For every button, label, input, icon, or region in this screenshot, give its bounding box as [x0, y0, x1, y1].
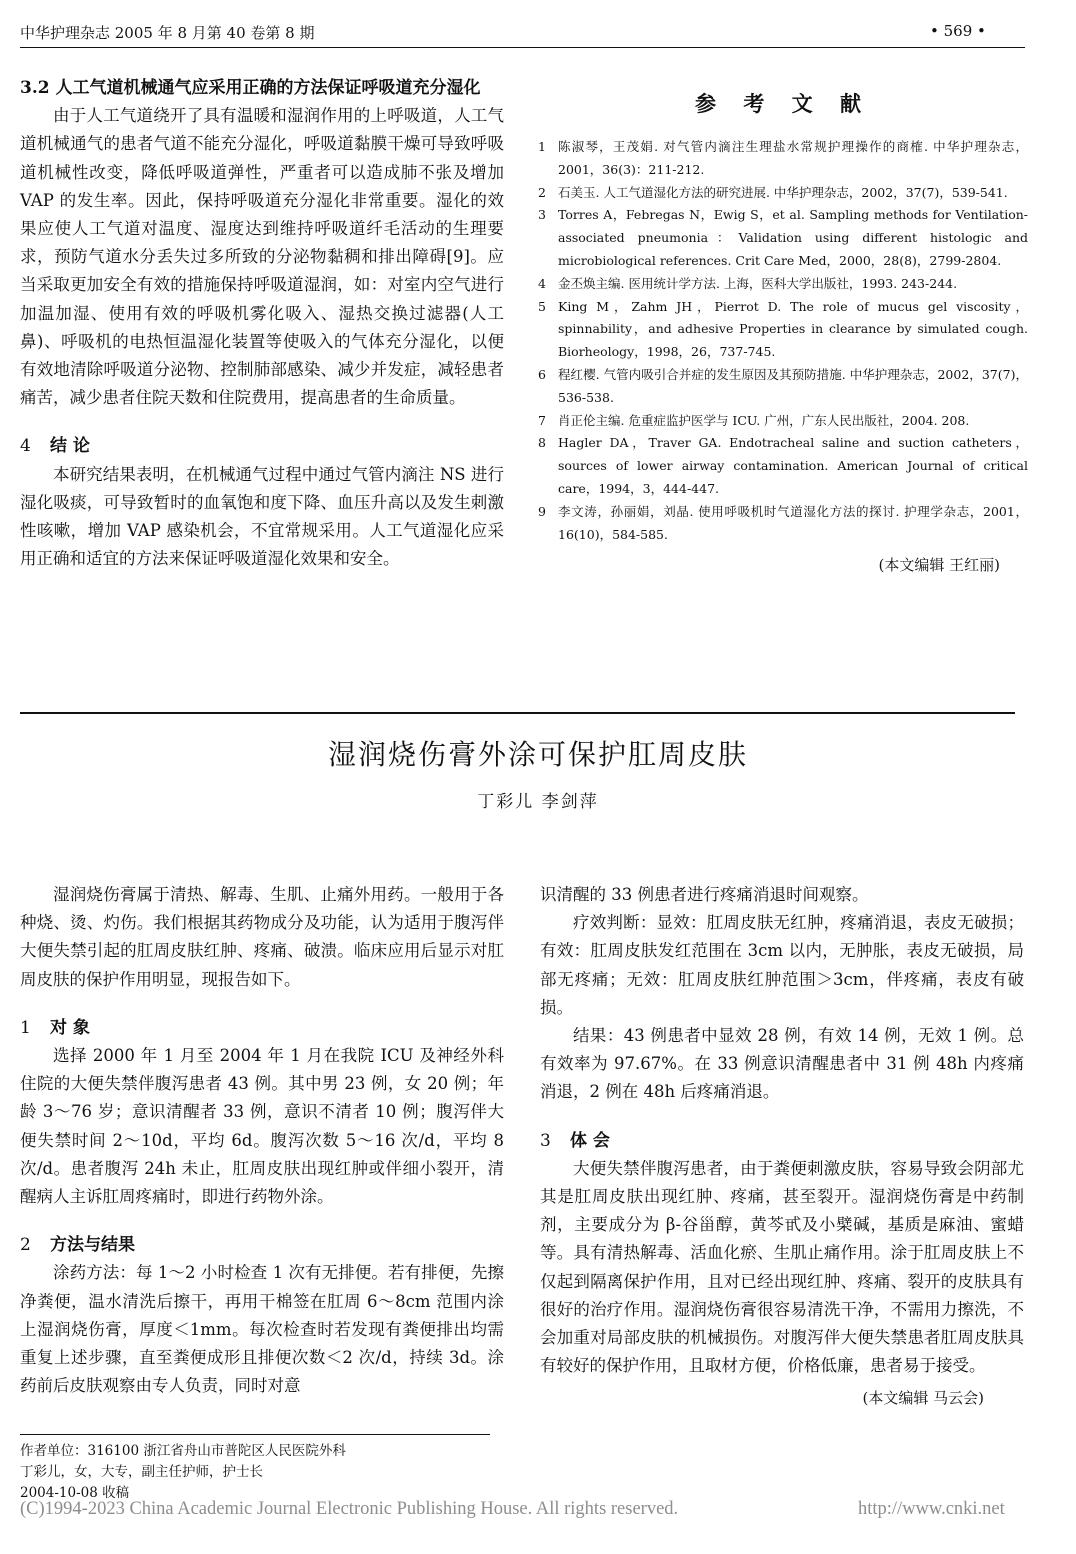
section-1-title: 对 象: [50, 1017, 90, 1038]
reference-number: 9: [538, 503, 546, 519]
reference-text: Torres A，Febregas N，Ewig S，et al. Sampling methods for Ventilation-associated pneumonia：Validation using different histologic and microbiological references. Crit Care Med，2000，28(8)，2799-2804.: [558, 207, 1028, 268]
footnote-author-info: 丁彩儿，女，大专，副主任护师，护士长: [20, 1464, 263, 1480]
section-3-2-paragraph: 由于人工气道绕开了具有温暖和湿润作用的上呼吸道，人工气道机械通气的患者气道不能充分湿化，呼吸道黏膜干燥可导致呼吸道机械性改变，降低呼吸道弹性，严重者可以造成肺不张及增加 VAP 的发生率。因此，保持呼吸道充分湿化非常重要。湿化的效果应使人工气道对温度、湿度达到维持呼吸道纤毛活动的生理要求，预防气道水分丢失过多所致的分泌物黏稠和排出障碍[9]。应当采取更加安全有效的措施保持呼吸道湿润，如：对室内空气进行加温加湿、使用有效的呼吸机雾化吸入、湿热交换过滤器(人工鼻)、呼吸机的电热恒温湿化装置等使吸入的气体充分湿化，以便有效地清除呼吸道分泌物、控制肺部感染、减少并发症，减轻患者痛苦，减少患者住院天数和住院费用，提高患者的生命质量。: [20, 106, 504, 408]
section-4-heading: [20, 432, 504, 460]
section-2-paragraph: 涂药方法：每 1～2 小时检查 1 次有无排便。若有排便，先擦净粪便，温水清洗后擦干，再用干棉签在肛周 6～8cm 范围内涂上湿润烧伤膏，厚度＜1mm。每次检查时若发现有粪便排出均需重复上述步骤，直至粪便成形且排便次数＜2 次/d，持续 3d。涂药前后皮肤观察由专人负责，同时对意: [20, 1263, 504, 1396]
journal-header: 中华护理杂志 2005 年 8 月第 40 卷第 8 期: [20, 24, 315, 42]
reference-text: 肖正伦主编. 危重症监护医学与 ICU. 广州，广东人民出版社，2004. 208.: [558, 412, 970, 428]
section-2-number: 2: [20, 1235, 31, 1256]
footnote-received-date: 2004-10-08 收稿: [20, 1485, 130, 1501]
header-rule: [20, 47, 1025, 48]
section-1-heading: [20, 1014, 504, 1042]
reference-item: [538, 296, 1028, 364]
reference-item: [538, 432, 1028, 500]
editor-note-refs: (本文编辑 王红丽): [878, 556, 1000, 575]
copyright-watermark: (C)1994-2023 China Academic Journal Electronic Publishing House. All rights reserved.: [20, 1499, 679, 1519]
article-divider: [20, 712, 1015, 714]
section-3-number: 3: [540, 1130, 551, 1151]
left-column-bottom: [20, 881, 504, 1400]
reference-item: [538, 501, 1028, 547]
reference-text: 陈淑琴，王茂娟. 对气管内滴注生理盐水常规护理操作的商榷. 中华护理杂志，2001，36(3)：211-212.: [558, 139, 1028, 177]
reference-text: 程红樱. 气管内吸引合并症的发生原因及其预防措施. 中华护理杂志，2002，37(7)，536-538.: [558, 366, 1028, 405]
page-number: • 569 •: [930, 22, 986, 40]
reference-text: 石美玉. 人工气道湿化方法的研究进展. 中华护理杂志，2002，37(7)，539-541.: [558, 184, 1008, 200]
reference-number: 8: [538, 435, 546, 451]
reference-list: [538, 136, 1028, 546]
section-2-heading: [20, 1231, 504, 1259]
reference-number: 7: [538, 412, 546, 428]
continued-paragraph: 识清醒的 33 例患者进行疼痛消退时间观察。: [540, 885, 869, 904]
editor-note-article: (本文编辑 马云会): [862, 1389, 984, 1408]
section-2-title: 方法与结果: [50, 1235, 135, 1256]
section-3-title: 体 会: [570, 1130, 610, 1151]
section-4-number: 4: [20, 436, 31, 457]
reference-text: 金丕焕主编. 医用统计学方法. 上海，医科大学出版社，1993. 243-244.: [558, 275, 958, 291]
reference-text: Hagler DA，Traver GA. Endotracheal saline and suction catheters，sources of lower airway contamination. American Journal of critical care，1994，3，444-447.: [558, 435, 1028, 496]
reference-number: 4: [538, 275, 546, 291]
reference-number: 2: [538, 184, 546, 200]
references-block: [538, 88, 1028, 575]
section-3-paragraph: 大便失禁伴腹泻患者，由于粪便刺激皮肤，容易导致会阴部尤其是肛周皮肤出现红肿、疼痛，甚至裂开。湿润烧伤膏是中药制剂，主要成分为 β-谷甾醇，黄芩甙及小檗碱，基质是麻油、蜜蜡等。具有清热解毒、活血化瘀、生肌止痛作用。涂于肛周皮肤上不仅起到隔离保护作用，且对已经出现红肿、疼痛、裂开的皮肤具有很好的治疗作用。湿润烧伤膏很容易清洗干净，不需用力擦洗，不会加重对局部皮肤的机械损伤。对腹泻伴大便失禁患者肛周皮肤具有较好的保护作用，且取材方便，价格低廉，患者易于接受。: [540, 1158, 1024, 1376]
reference-item: [538, 410, 1028, 433]
cnki-url-watermark: http://www.cnki.net: [858, 1499, 1005, 1519]
section-1-number: 1: [20, 1017, 31, 1038]
section-3-2-heading: 3.2 人工气道机械通气应采用正确的方法保证呼吸道充分湿化: [20, 78, 481, 98]
reference-item: [538, 273, 1028, 296]
reference-number: 1: [538, 139, 546, 154]
reference-text: 李文涛，孙丽娟，刘晶. 使用呼吸机时气道湿化方法的探讨. 护理学杂志，2001，16(10)，584-585.: [558, 503, 1028, 542]
section-4-title: 结 论: [50, 436, 90, 457]
reference-item: [538, 136, 1028, 182]
footnote: [20, 1441, 346, 1504]
criteria-paragraph: 疗效判断：显效：肛周皮肤无红肿，疼痛消退，表皮无破损；有效：肛周皮肤发红范围在 3cm 以内，无肿胀，表皮无破损，局部无疼痛；无效：肛周皮肤红肿范围＞3cm，伴疼痛，表皮有破损。: [540, 913, 1024, 1017]
intro-paragraph: 湿润烧伤膏属于清热、解毒、生肌、止痛外用药。一般用于各种烧、烫、灼伤。我们根据其药物成分及功能，认为适用于腹泻伴大便失禁引起的肛周皮肤红肿、疼痛、破溃。临床应用后显示对肛周皮肤的保护作用明显，现报告如下。: [20, 885, 504, 989]
section-1-paragraph: 选择 2000 年 1 月至 2004 年 1 月在我院 ICU 及神经外科住院的大便失禁伴腹泻患者 43 例。其中男 23 例，女 20 例；年龄 3～76 岁；意识清醒者 33 例，意识不清者 10 例；腹泻伴大便失禁时间 2～10d，平均 6d。腹泻次数 5～16 次/d，平均 8 次/d。患者腹泻 24h 未止，肛周皮肤出现红肿或伴细小裂开，清醒病人主诉肛周疼痛时，即进行药物外涂。: [20, 1046, 504, 1207]
reference-item: [538, 204, 1028, 272]
footnote-rule: [20, 1434, 490, 1435]
results-paragraph: 结果：43 例患者中显效 28 例，有效 14 例，无效 1 例。总有效率为 97.67%。在 33 例意识清醒患者中 31 例 48h 内疼痛消退，2 例在 48h 后疼痛消退。: [540, 1026, 1024, 1102]
references-title: 参 考 文 献: [695, 91, 871, 116]
reference-number: 5: [538, 298, 546, 314]
left-column-top: [20, 74, 504, 573]
footnote-affiliation: 作者单位：316100 浙江省舟山市普陀区人民医院外科: [20, 1443, 346, 1459]
reference-text: King M，Zahm JH，Pierrot D. The role of mucus gel viscosity，spinnability，and adhesive Properties in clearance by simulated cough. Biorheology，1998，26，737-745.: [558, 298, 1028, 360]
section-4-paragraph: 本研究结果表明，在机械通气过程中通过气管内滴注 NS 进行湿化吸痰，可导致暂时的血氧饱和度下降、血压升高以及发生刺激性咳嗽，增加 VAP 感染机会，不宜常规采用。人工气道湿化应采用正确和适宜的方法来保证呼吸道湿化效果和安全。: [20, 464, 504, 569]
section-3-heading: [540, 1127, 1024, 1155]
article-authors: 丁彩儿 李剑萍: [477, 792, 599, 812]
right-column-bottom: [540, 881, 1024, 1413]
reference-item: [538, 364, 1028, 410]
reference-number: 6: [538, 366, 546, 382]
reference-item: [538, 182, 1028, 205]
article-title: 湿润烧伤膏外涂可保护肛周皮肤: [327, 738, 748, 771]
reference-number: 3: [538, 207, 546, 223]
